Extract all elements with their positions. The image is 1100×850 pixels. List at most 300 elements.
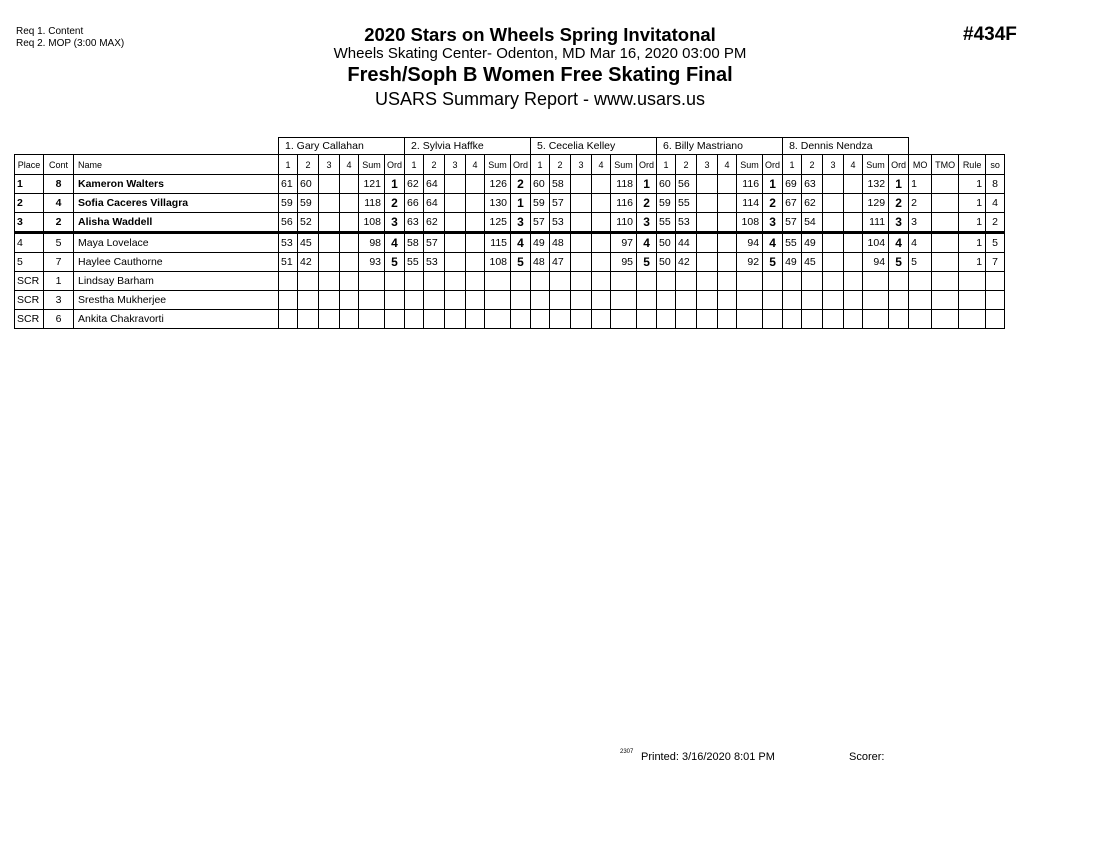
score-cell (571, 291, 592, 310)
score-cell (445, 233, 466, 253)
score-cell (697, 175, 718, 194)
score-cell (592, 291, 611, 310)
score-cell: 55 (405, 253, 424, 272)
cont-cell: 5 (44, 233, 74, 253)
sum-cell: 94 (737, 233, 763, 253)
score-cell: 66 (405, 194, 424, 213)
score-cell (571, 175, 592, 194)
score-cell (319, 175, 340, 194)
score-cell: 63 (802, 175, 823, 194)
score-cell (823, 175, 844, 194)
sum-cell (359, 310, 385, 329)
score-cell (571, 233, 592, 253)
judge-name: 8. Dennis Nendza (783, 138, 909, 155)
cont-cell: 3 (44, 291, 74, 310)
ordinal-cell: 5 (763, 253, 783, 272)
requirement-line: Req 1. Content (16, 26, 84, 37)
cont-cell: 7 (44, 253, 74, 272)
score-cell (340, 194, 359, 213)
score-cell: 49 (802, 233, 823, 253)
ordinal-cell (889, 291, 909, 310)
col-judge-score: Ord (889, 155, 909, 175)
score-cell: 62 (424, 213, 445, 233)
score-cell (550, 291, 571, 310)
table-row (15, 194, 1005, 213)
rule-cell (959, 291, 986, 310)
sum-cell: 118 (611, 175, 637, 194)
score-cell: 57 (783, 213, 802, 233)
so-cell: 7 (986, 253, 1005, 272)
event-code: #434F (963, 24, 1017, 45)
tmo-cell (932, 272, 959, 291)
sum-cell (863, 310, 889, 329)
ordinal-cell (637, 310, 657, 329)
sum-cell (485, 291, 511, 310)
score-cell (445, 213, 466, 233)
score-cell (340, 310, 359, 329)
so-cell: 4 (986, 194, 1005, 213)
score-cell (405, 272, 424, 291)
score-cell (718, 291, 737, 310)
score-cell: 50 (657, 233, 676, 253)
ordinal-cell (385, 291, 405, 310)
score-cell (279, 310, 298, 329)
cont-cell: 6 (44, 310, 74, 329)
ordinal-cell: 2 (385, 194, 405, 213)
score-cell: 44 (676, 233, 697, 253)
sum-cell: 118 (359, 194, 385, 213)
judge-header-row (15, 138, 1005, 155)
score-cell (531, 310, 550, 329)
sum-cell: 125 (485, 213, 511, 233)
score-cell: 57 (531, 213, 550, 233)
col-judge-score: 2 (676, 155, 697, 175)
ordinal-cell: 3 (511, 213, 531, 233)
sum-cell: 95 (611, 253, 637, 272)
score-cell (697, 291, 718, 310)
sum-cell: 116 (737, 175, 763, 194)
cont-cell: 1 (44, 272, 74, 291)
tmo-cell (932, 253, 959, 272)
score-cell (697, 213, 718, 233)
mo-cell (909, 272, 932, 291)
sum-cell (611, 291, 637, 310)
requirements (16, 26, 124, 50)
ordinal-cell (511, 272, 531, 291)
score-cell: 53 (279, 233, 298, 253)
score-cell (319, 272, 340, 291)
skater-name: Ankita Chakravorti (74, 310, 279, 329)
place-cell: SCR (15, 310, 44, 329)
score-cell (657, 272, 676, 291)
col-judge-score: Sum (863, 155, 889, 175)
mo-cell (909, 310, 932, 329)
score-cell (718, 175, 737, 194)
judge-header-spacer (15, 138, 279, 155)
score-cell: 53 (550, 213, 571, 233)
score-cell (319, 253, 340, 272)
score-cell (445, 272, 466, 291)
report-title: USARS Summary Report - www.usars.us (374, 89, 706, 109)
score-cell (676, 291, 697, 310)
score-cell (718, 194, 737, 213)
score-cell (298, 291, 319, 310)
col-judge-score: 2 (424, 155, 445, 175)
score-cell (697, 233, 718, 253)
place-cell: 4 (15, 233, 44, 253)
score-cell: 57 (424, 233, 445, 253)
competition-title: 2020 Stars on Wheels Spring Invitatonal (364, 24, 716, 45)
score-cell (592, 310, 611, 329)
score-cell (445, 253, 466, 272)
sum-cell: 108 (737, 213, 763, 233)
table-row (15, 253, 1005, 272)
judge-name: 2. Sylvia Haffke (405, 138, 531, 155)
score-cell: 45 (298, 233, 319, 253)
score-cell: 58 (550, 175, 571, 194)
footer-code: 2307 (620, 749, 634, 755)
score-cell (802, 291, 823, 310)
score-cell (550, 272, 571, 291)
ordinal-cell (637, 272, 657, 291)
score-cell: 62 (405, 175, 424, 194)
score-cell (298, 310, 319, 329)
col-so: so (986, 155, 1005, 175)
tmo-cell (932, 310, 959, 329)
ordinal-cell (511, 310, 531, 329)
score-cell: 58 (405, 233, 424, 253)
ordinal-cell: 2 (637, 194, 657, 213)
so-cell: 2 (986, 213, 1005, 233)
score-cell (718, 310, 737, 329)
score-cell (319, 233, 340, 253)
place-cell: 1 (15, 175, 44, 194)
score-cell (697, 272, 718, 291)
ordinal-cell: 4 (511, 233, 531, 253)
score-cell (844, 213, 863, 233)
judge-name: 5. Cecelia Kelley (531, 138, 657, 155)
judge-name: 6. Billy Mastriano (657, 138, 783, 155)
col-judge-score: Ord (511, 155, 531, 175)
score-cell (466, 310, 485, 329)
column-header-row (15, 155, 1005, 175)
col-judge-score: Ord (385, 155, 405, 175)
score-cell (718, 233, 737, 253)
col-judge-score: 3 (571, 155, 592, 175)
score-cell (783, 272, 802, 291)
score-cell: 45 (802, 253, 823, 272)
ordinal-cell (889, 310, 909, 329)
score-cell (466, 194, 485, 213)
ordinal-cell: 3 (763, 213, 783, 233)
score-cell (340, 291, 359, 310)
score-cell (340, 272, 359, 291)
score-cell (466, 233, 485, 253)
tmo-cell (932, 175, 959, 194)
sum-cell: 114 (737, 194, 763, 213)
sum-cell: 104 (863, 233, 889, 253)
place-cell: SCR (15, 291, 44, 310)
ordinal-cell (763, 272, 783, 291)
col-cont: Cont (44, 155, 74, 175)
tmo-cell (932, 194, 959, 213)
skater-name: Haylee Cauthorne (74, 253, 279, 272)
skater-name: Lindsay Barham (74, 272, 279, 291)
score-cell (319, 291, 340, 310)
score-cell (823, 213, 844, 233)
col-judge-score: 4 (718, 155, 737, 175)
ordinal-cell: 5 (511, 253, 531, 272)
so-cell (986, 291, 1005, 310)
score-cell (697, 194, 718, 213)
mo-cell: 4 (909, 233, 932, 253)
score-cell: 63 (405, 213, 424, 233)
ordinal-cell: 3 (385, 213, 405, 233)
col-judge-score: Sum (737, 155, 763, 175)
sum-cell: 97 (611, 233, 637, 253)
sum-cell: 121 (359, 175, 385, 194)
ordinal-cell (889, 272, 909, 291)
ordinal-cell: 4 (385, 233, 405, 253)
score-cell (844, 175, 863, 194)
score-cell (445, 175, 466, 194)
score-cell (424, 291, 445, 310)
score-cell (466, 291, 485, 310)
mo-cell: 5 (909, 253, 932, 272)
skater-name: Alisha Waddell (74, 213, 279, 233)
place-cell: 5 (15, 253, 44, 272)
score-cell: 62 (802, 194, 823, 213)
mo-cell: 1 (909, 175, 932, 194)
score-cell (405, 310, 424, 329)
score-cell: 42 (676, 253, 697, 272)
sum-cell: 126 (485, 175, 511, 194)
score-cell (445, 194, 466, 213)
sum-cell: 130 (485, 194, 511, 213)
score-cell (340, 175, 359, 194)
col-judge-score: 4 (340, 155, 359, 175)
score-cell: 56 (279, 213, 298, 233)
mo-cell (909, 291, 932, 310)
score-cell: 52 (298, 213, 319, 233)
sum-cell: 111 (863, 213, 889, 233)
sum-cell: 115 (485, 233, 511, 253)
col-judge-score: 1 (657, 155, 676, 175)
score-cell (802, 272, 823, 291)
ordinal-cell (763, 291, 783, 310)
score-cell (592, 213, 611, 233)
score-cell (823, 253, 844, 272)
ordinal-cell: 1 (511, 194, 531, 213)
ordinal-cell: 1 (889, 175, 909, 194)
score-cell (466, 272, 485, 291)
score-cell (844, 194, 863, 213)
col-judge-score: 2 (298, 155, 319, 175)
tmo-cell (932, 233, 959, 253)
col-judge-score: Sum (359, 155, 385, 175)
skater-name: Kameron Walters (74, 175, 279, 194)
ordinal-cell: 1 (385, 175, 405, 194)
score-cell (697, 253, 718, 272)
score-cell: 56 (676, 175, 697, 194)
ordinal-cell: 5 (637, 253, 657, 272)
col-judge-score: Sum (611, 155, 637, 175)
rule-cell: 1 (959, 233, 986, 253)
requirement-line: Req 2. MOP (3:00 MAX) (16, 38, 125, 49)
sum-cell: 110 (611, 213, 637, 233)
col-tmo: TMO (932, 155, 959, 175)
col-judge-score: 1 (405, 155, 424, 175)
score-cell: 64 (424, 175, 445, 194)
score-cell: 49 (531, 233, 550, 253)
score-cell (592, 194, 611, 213)
score-cell (718, 272, 737, 291)
cont-cell: 8 (44, 175, 74, 194)
table-row (15, 310, 1005, 329)
score-cell (571, 272, 592, 291)
score-cell (718, 253, 737, 272)
sum-cell (611, 272, 637, 291)
score-cell: 60 (531, 175, 550, 194)
col-judge-score: 3 (445, 155, 466, 175)
printed-timestamp: Printed: 3/16/2020 8:01 PM (641, 751, 775, 763)
score-cell (319, 213, 340, 233)
score-cell: 59 (531, 194, 550, 213)
mo-cell: 3 (909, 213, 932, 233)
score-cell (676, 272, 697, 291)
rule-cell: 1 (959, 213, 986, 233)
ordinal-cell: 1 (637, 175, 657, 194)
score-cell (571, 310, 592, 329)
col-judge-score: 2 (550, 155, 571, 175)
score-cell: 49 (783, 253, 802, 272)
score-cell: 42 (298, 253, 319, 272)
ordinal-cell: 4 (889, 233, 909, 253)
score-cell (340, 253, 359, 272)
score-cell: 55 (657, 213, 676, 233)
score-cell (340, 233, 359, 253)
score-cell: 53 (676, 213, 697, 233)
score-cell: 59 (279, 194, 298, 213)
so-cell: 8 (986, 175, 1005, 194)
score-cell: 57 (550, 194, 571, 213)
score-cell (718, 213, 737, 233)
score-cell (657, 310, 676, 329)
rule-cell: 1 (959, 175, 986, 194)
ordinal-cell: 2 (511, 175, 531, 194)
score-cell: 55 (676, 194, 697, 213)
col-judge-score: 4 (466, 155, 485, 175)
skater-name: Srestha Mukherjee (74, 291, 279, 310)
score-cell (676, 310, 697, 329)
score-cell (571, 194, 592, 213)
sum-cell: 132 (863, 175, 889, 194)
score-cell: 48 (531, 253, 550, 272)
col-judge-score: Ord (763, 155, 783, 175)
location-date: Wheels Skating Center- Odenton, MD Mar 16, 2020 03:00 PM (333, 45, 747, 62)
score-cell (279, 291, 298, 310)
table-row (15, 233, 1005, 253)
col-place: Place (15, 155, 44, 175)
col-judge-score: 2 (802, 155, 823, 175)
col-name: Name (74, 155, 279, 175)
col-judge-score: 4 (592, 155, 611, 175)
ordinal-cell: 1 (763, 175, 783, 194)
score-cell (424, 272, 445, 291)
score-cell (592, 175, 611, 194)
scorer-label: Scorer: (849, 751, 885, 763)
col-judge-score: 1 (783, 155, 802, 175)
score-cell: 59 (298, 194, 319, 213)
score-cell (445, 310, 466, 329)
score-cell: 55 (783, 233, 802, 253)
sum-cell (485, 272, 511, 291)
score-cell (466, 253, 485, 272)
rule-cell (959, 272, 986, 291)
score-cell (823, 233, 844, 253)
score-cell: 69 (783, 175, 802, 194)
score-cell (783, 291, 802, 310)
score-cell (844, 253, 863, 272)
score-cell (823, 194, 844, 213)
so-cell: 5 (986, 233, 1005, 253)
sum-cell: 98 (359, 233, 385, 253)
ordinal-cell: 5 (889, 253, 909, 272)
score-cell (823, 310, 844, 329)
score-cell: 51 (279, 253, 298, 272)
score-cell (466, 175, 485, 194)
score-cell (445, 291, 466, 310)
score-cell (823, 272, 844, 291)
sum-cell: 116 (611, 194, 637, 213)
skater-name: Maya Lovelace (74, 233, 279, 253)
sum-cell: 92 (737, 253, 763, 272)
score-cell: 64 (424, 194, 445, 213)
col-judge-score: 4 (844, 155, 863, 175)
score-cell (592, 272, 611, 291)
col-judge-score: 1 (279, 155, 298, 175)
ordinal-cell: 3 (637, 213, 657, 233)
ordinal-cell (763, 310, 783, 329)
col-judge-score: 1 (531, 155, 550, 175)
score-cell (823, 291, 844, 310)
tmo-cell (932, 213, 959, 233)
score-cell (405, 291, 424, 310)
col-rule: Rule (959, 155, 986, 175)
score-cell: 60 (657, 175, 676, 194)
ordinal-cell: 4 (637, 233, 657, 253)
ordinal-cell: 5 (385, 253, 405, 272)
ordinal-cell (385, 272, 405, 291)
score-cell (298, 272, 319, 291)
judge-header-spacer (909, 138, 1005, 155)
sum-cell: 108 (485, 253, 511, 272)
score-cell (424, 310, 445, 329)
col-judge-score: Ord (637, 155, 657, 175)
score-cell (571, 213, 592, 233)
ordinal-cell: 2 (889, 194, 909, 213)
score-cell (697, 310, 718, 329)
score-cell: 61 (279, 175, 298, 194)
cont-cell: 2 (44, 213, 74, 233)
score-cell (844, 233, 863, 253)
tmo-cell (932, 291, 959, 310)
place-cell: SCR (15, 272, 44, 291)
sum-cell (737, 310, 763, 329)
sum-cell (737, 291, 763, 310)
score-cell (466, 213, 485, 233)
rule-cell: 1 (959, 253, 986, 272)
